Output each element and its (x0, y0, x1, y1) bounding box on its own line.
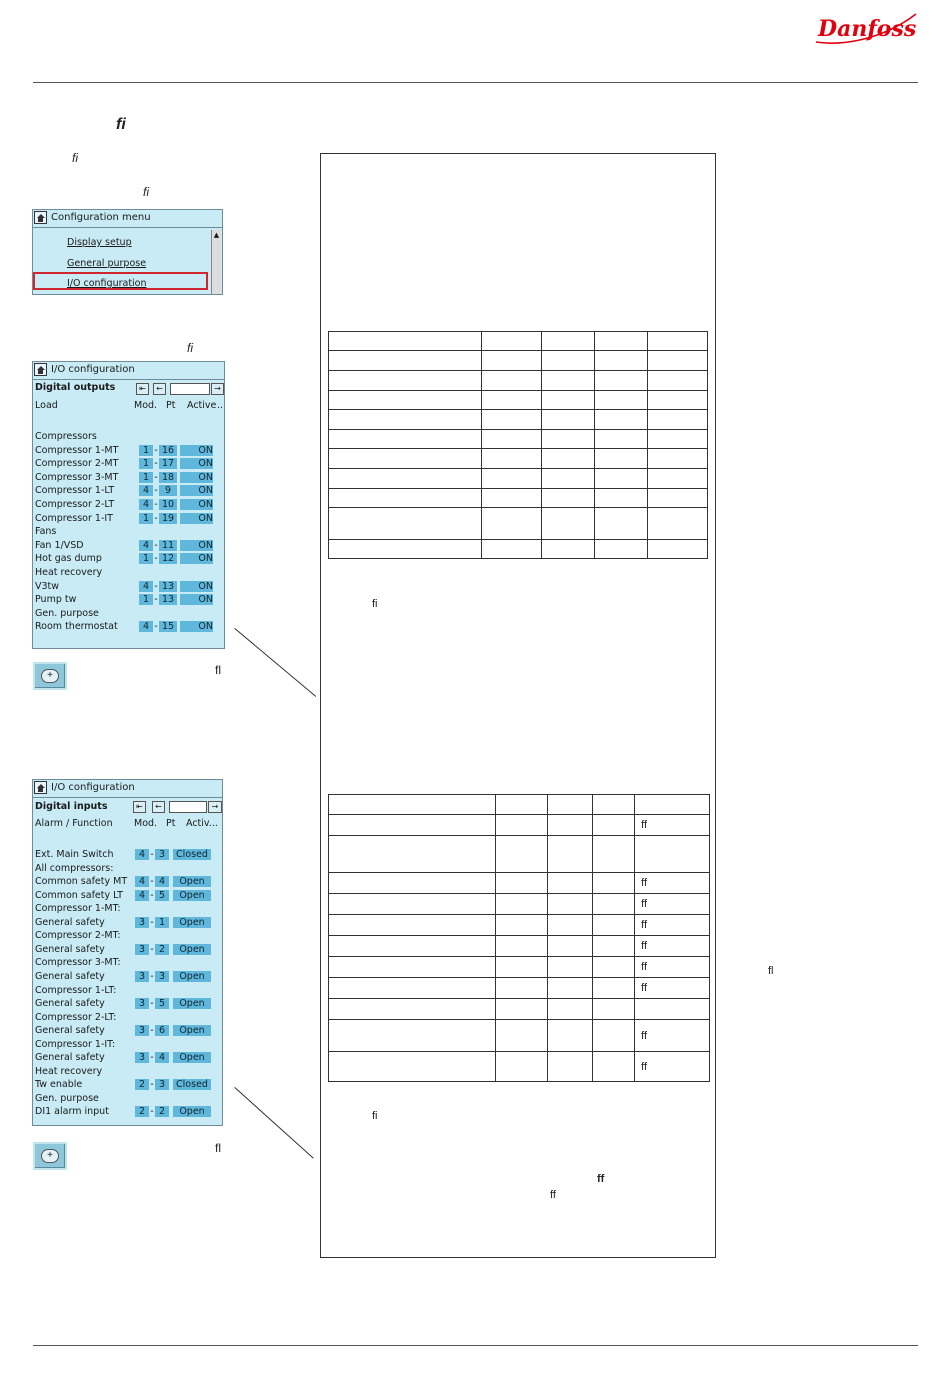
separator: - (154, 444, 158, 456)
home-icon[interactable] (34, 781, 47, 794)
module-value[interactable]: 4 (139, 621, 153, 632)
state-value[interactable]: ON (180, 621, 213, 632)
table-row (329, 410, 708, 430)
separator: - (154, 471, 158, 483)
separator: - (154, 553, 158, 565)
module-value[interactable]: 1 (139, 458, 153, 469)
home-icon[interactable] (34, 363, 47, 376)
point-value[interactable]: 6 (155, 1025, 169, 1036)
state-value[interactable]: Open (173, 998, 211, 1009)
table-row (329, 1052, 710, 1082)
module-value[interactable]: 4 (139, 499, 153, 510)
nav-first-button[interactable]: ⇤ (133, 801, 146, 813)
caption-glyph: fl (215, 1141, 221, 1155)
separator: - (150, 1052, 154, 1064)
list-item[interactable] (35, 621, 223, 634)
item-name: Hot gas dump (35, 553, 102, 565)
list-item[interactable] (35, 445, 223, 458)
state-value[interactable]: Open (173, 917, 211, 928)
connector-line (234, 628, 316, 697)
list-item[interactable] (35, 917, 221, 930)
group-label: Heat recovery (35, 1065, 103, 1077)
table-row (329, 978, 710, 999)
group-label: Compressors (35, 431, 97, 442)
menu-item-io-configuration[interactable]: I/O configuration (67, 278, 147, 289)
list-item[interactable] (35, 1025, 221, 1038)
list-item (35, 930, 221, 943)
separator: - (154, 621, 158, 633)
list-item (35, 1093, 221, 1106)
table-cell: ff (635, 873, 710, 894)
module-value[interactable]: 3 (135, 944, 149, 955)
separator: - (150, 1106, 154, 1118)
point-value[interactable]: 10 (159, 499, 177, 510)
point-value[interactable]: 3 (155, 971, 169, 982)
list-item (35, 957, 221, 970)
separator: - (150, 889, 154, 901)
separator: - (154, 594, 158, 606)
box-glyph: fi (372, 1110, 378, 1122)
module-value[interactable]: 4 (139, 540, 153, 551)
col-pt: Pt (166, 818, 176, 829)
module-value[interactable]: 3 (135, 971, 149, 982)
module-value[interactable]: 4 (139, 581, 153, 592)
list-item[interactable] (35, 499, 223, 512)
separator: - (154, 539, 158, 551)
inputs-table (328, 794, 710, 1082)
group-label: Compressor 2-MT: (35, 930, 121, 942)
module-value[interactable]: 4 (135, 890, 149, 901)
heading-glyph: fi (116, 116, 126, 133)
module-value[interactable]: 4 (135, 876, 149, 887)
table-row (329, 332, 708, 351)
module-value[interactable]: 2 (135, 1079, 149, 1090)
io-config-header (33, 780, 222, 798)
page-position-bar[interactable] (169, 801, 207, 813)
digital-inputs-panel (32, 779, 223, 1126)
item-name: Room thermostat (35, 621, 118, 633)
col-pt: Pt (166, 400, 176, 411)
separator: - (150, 1025, 154, 1037)
list-item[interactable] (35, 971, 221, 984)
item-name: General safety (35, 1025, 105, 1037)
item-name: General safety (35, 1052, 105, 1064)
point-value[interactable]: 5 (155, 998, 169, 1009)
point-value[interactable]: 4 (155, 876, 169, 887)
state-value[interactable]: ON (180, 499, 213, 510)
table-row (329, 936, 710, 957)
list-item[interactable] (35, 594, 223, 607)
nav-next-button[interactable]: → (208, 801, 222, 813)
table-cell: ff (635, 1020, 710, 1052)
separator: - (150, 943, 154, 955)
list-item (35, 526, 223, 539)
col-mod: Mod. (134, 400, 158, 411)
state-value[interactable]: Closed (173, 1079, 211, 1090)
point-value[interactable]: 1 (155, 917, 169, 928)
item-name: Compressor 2-MT (35, 458, 119, 470)
table-cell: ff (635, 915, 710, 936)
col-active-overflow: .. (217, 400, 224, 411)
point-value[interactable]: 19 (159, 513, 177, 524)
nav-first-button[interactable]: ⇤ (136, 383, 149, 395)
table-row (329, 873, 710, 894)
list-item[interactable] (35, 513, 223, 526)
list-item (35, 608, 223, 621)
group-label: Gen. purpose (35, 607, 99, 619)
table-row (329, 1020, 710, 1052)
state-value[interactable]: Open (173, 971, 211, 982)
list-item (35, 1012, 221, 1025)
box-glyph: fi (372, 598, 378, 610)
page-position-bar[interactable] (170, 383, 210, 395)
table-cell: ff (635, 894, 710, 915)
expand-button[interactable] (33, 662, 67, 690)
plus-icon: + (41, 1149, 59, 1163)
state-value[interactable]: Open (173, 944, 211, 955)
separator: - (154, 485, 158, 497)
item-name: Common safety LT (35, 889, 123, 901)
list-item[interactable] (35, 998, 221, 1011)
col-name: Alarm / Function (35, 818, 113, 829)
point-value[interactable]: 2 (155, 944, 169, 955)
group-label: Gen. purpose (35, 1092, 99, 1104)
list-item[interactable] (35, 1079, 221, 1092)
menu-item-general-purpose[interactable]: General purpose (67, 258, 147, 269)
state-value[interactable]: Open (173, 1025, 211, 1036)
digital-outputs-panel (32, 361, 225, 649)
state-value[interactable]: ON (180, 540, 213, 551)
io-config-header (33, 362, 224, 380)
group-label: Heat recovery (35, 567, 103, 578)
state-value[interactable]: ON (180, 472, 213, 483)
point-value[interactable]: 15 (159, 621, 177, 632)
nav-prev-button[interactable]: ← (152, 801, 165, 813)
point-value[interactable]: 18 (159, 472, 177, 483)
list-item[interactable] (35, 485, 223, 498)
module-value[interactable]: 3 (135, 1025, 149, 1036)
separator: - (150, 1079, 154, 1091)
state-value[interactable]: ON (180, 594, 213, 605)
item-name: Common safety MT (35, 876, 128, 888)
state-value[interactable]: ON (180, 458, 213, 469)
module-value[interactable]: 4 (135, 849, 149, 860)
list-item[interactable] (35, 849, 221, 862)
group-label: Compressor 2-LT: (35, 1011, 117, 1023)
module-value[interactable]: 4 (139, 485, 153, 496)
separator: - (154, 499, 158, 510)
list-item[interactable] (35, 944, 221, 957)
separator: - (150, 998, 154, 1010)
item-name: Compressor 3-MT (35, 471, 119, 483)
group-label: Compressor 1-LT: (35, 984, 117, 996)
group-label: Compressor 3-MT: (35, 957, 121, 969)
module-value[interactable]: 1 (139, 594, 153, 605)
section-title: Digital inputs (35, 801, 108, 812)
item-name: DI1 alarm input (35, 1106, 109, 1118)
separator: - (150, 970, 154, 982)
item-name: Ext. Main Switch (35, 849, 114, 860)
io-config-title: I/O configuration (51, 364, 135, 375)
box-glyph: ff (550, 1189, 556, 1201)
table-row (329, 489, 708, 508)
plus-icon: + (41, 669, 59, 683)
item-name: Fan 1/VSD (35, 539, 84, 551)
separator: - (154, 458, 158, 470)
col-active: Activ... (186, 818, 218, 829)
point-value[interactable]: 16 (159, 445, 177, 456)
menu-item-display-setup[interactable]: Display setup (67, 237, 132, 248)
group-label: Compressor 1-IT: (35, 1038, 116, 1050)
table-cell: ff (635, 978, 710, 999)
state-value[interactable]: Open (173, 1052, 211, 1063)
module-value[interactable]: 1 (139, 513, 153, 524)
list-item[interactable] (35, 458, 223, 471)
point-value[interactable]: 17 (159, 458, 177, 469)
module-value[interactable]: 1 (139, 445, 153, 456)
state-value[interactable]: ON (180, 485, 213, 496)
point-value[interactable]: 2 (155, 1106, 169, 1117)
separator: - (150, 849, 154, 860)
item-name: Pump tw (35, 594, 77, 606)
table-row (329, 957, 710, 978)
group-label: Compressor 1-MT: (35, 903, 121, 915)
item-name: Compressor 1-LT (35, 485, 115, 497)
point-value[interactable]: 12 (159, 553, 177, 564)
separator: - (150, 876, 154, 888)
state-value[interactable]: Open (173, 890, 211, 901)
table-row (329, 391, 708, 410)
col-active: Active (187, 400, 217, 411)
nav-prev-button[interactable]: ← (153, 383, 166, 395)
item-name: General safety (35, 998, 105, 1010)
state-value[interactable]: Open (173, 1106, 211, 1117)
item-name: Compressor 2-LT (35, 499, 115, 510)
group-label: All compressors: (35, 862, 114, 874)
state-value[interactable]: ON (180, 581, 213, 592)
text-glyph: fi (143, 185, 149, 199)
table-cell: ff (635, 1052, 710, 1082)
header-rule (33, 82, 918, 83)
module-value[interactable]: 3 (135, 1052, 149, 1063)
list-item (35, 903, 221, 916)
state-value[interactable]: Closed (173, 849, 211, 860)
text-glyph: fi (72, 151, 78, 165)
list-item (35, 1066, 221, 1079)
item-name: Tw enable (35, 1079, 83, 1091)
config-menu-header (33, 210, 222, 228)
list-item (35, 567, 223, 580)
item-name: General safety (35, 970, 105, 982)
list-item[interactable] (35, 472, 223, 485)
table-row (329, 540, 708, 559)
connector-line (234, 1087, 313, 1159)
list-item[interactable] (35, 581, 223, 594)
expand-button[interactable] (33, 1142, 67, 1170)
point-value[interactable]: 3 (155, 1079, 169, 1090)
table-cell: ff (635, 936, 710, 957)
module-value[interactable]: 1 (139, 472, 153, 483)
outputs-table (328, 331, 708, 559)
col-mod: Mod. (134, 818, 158, 829)
col-name: Load (35, 400, 58, 411)
io-config-title: I/O configuration (51, 782, 135, 793)
list-item (35, 431, 223, 444)
module-value[interactable]: 3 (135, 917, 149, 928)
item-name: Compressor 1-MT (35, 444, 119, 456)
table-row (329, 999, 710, 1020)
list-item (35, 863, 221, 876)
scroll-up-icon[interactable]: ▲ (213, 231, 220, 239)
group-label: Fans (35, 526, 57, 538)
home-icon[interactable] (34, 211, 47, 224)
point-value[interactable]: 11 (159, 540, 177, 551)
list-item[interactable] (35, 876, 221, 889)
list-item (35, 1039, 221, 1052)
state-value[interactable]: ON (180, 553, 213, 564)
selection-highlight (33, 272, 208, 290)
table-row (329, 815, 710, 836)
list-item[interactable] (35, 890, 221, 903)
logo-text: Danfoss (818, 16, 917, 42)
nav-next-button[interactable]: → (211, 383, 224, 395)
caption-glyph: fl (215, 663, 221, 677)
point-value[interactable]: 13 (159, 594, 177, 605)
list-item[interactable] (35, 553, 223, 566)
config-menu-panel (32, 209, 223, 295)
separator: - (150, 916, 154, 928)
detail-box (320, 153, 716, 1258)
separator: - (154, 580, 158, 592)
table-row (329, 836, 710, 873)
table-row (329, 351, 708, 371)
table-row (329, 371, 708, 391)
table-row (329, 795, 710, 815)
table-cell: ff (635, 815, 710, 836)
state-value[interactable]: ON (180, 445, 213, 456)
table-row (329, 430, 708, 449)
module-value[interactable]: 2 (135, 1106, 149, 1117)
side-glyph: fl (768, 965, 774, 977)
section-title: Digital outputs (35, 382, 116, 393)
list-item (35, 985, 221, 998)
item-name: General safety (35, 943, 105, 955)
table-row (329, 449, 708, 469)
point-value[interactable]: 13 (159, 581, 177, 592)
table-row (329, 894, 710, 915)
footer-rule (33, 1345, 918, 1346)
point-value[interactable]: 3 (155, 849, 169, 860)
item-name: General safety (35, 916, 105, 928)
list-item[interactable] (35, 540, 223, 553)
table-row (329, 508, 708, 540)
separator: - (154, 512, 158, 524)
state-value[interactable]: ON (180, 513, 213, 524)
table-cell: ff (635, 957, 710, 978)
point-value[interactable]: 9 (159, 485, 177, 496)
scrollbar[interactable] (211, 230, 221, 294)
module-value[interactable]: 3 (135, 998, 149, 1009)
module-value[interactable]: 1 (139, 553, 153, 564)
item-name: Compressor 1-IT (35, 512, 113, 524)
point-value[interactable]: 5 (155, 890, 169, 901)
danfoss-logo (812, 8, 920, 48)
list-item[interactable] (35, 1106, 221, 1119)
state-value[interactable]: Open (173, 876, 211, 887)
item-name: V3tw (35, 580, 60, 592)
box-glyph: ff (597, 1173, 605, 1185)
table-row (329, 915, 710, 936)
point-value[interactable]: 4 (155, 1052, 169, 1063)
config-menu-title: Configuration menu (51, 212, 151, 223)
list-item[interactable] (35, 1052, 221, 1065)
text-glyph: fi (187, 341, 193, 355)
table-row (329, 469, 708, 489)
